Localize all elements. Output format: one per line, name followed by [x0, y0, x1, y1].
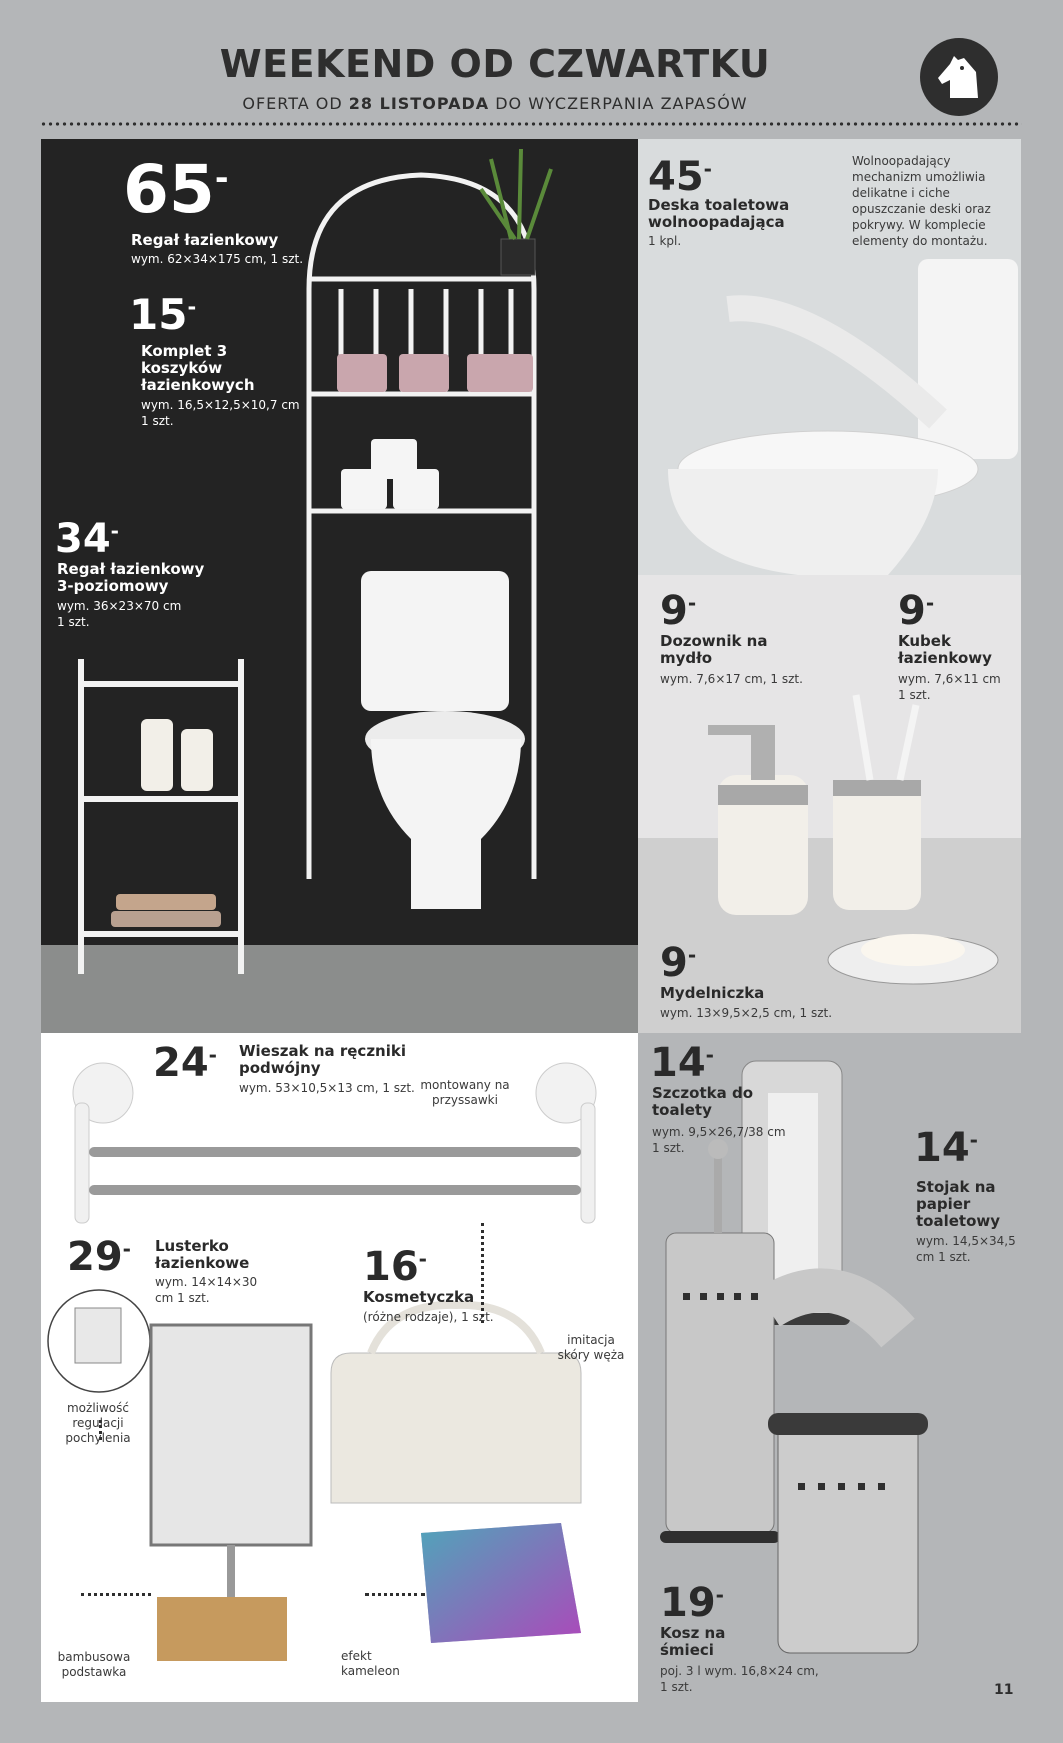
regal3-dims: wym. 36×23×70 cm 1 szt. — [57, 599, 182, 629]
kosmetyczka-name: Kosmetyczka — [363, 1288, 475, 1306]
toilet-seat-panel — [638, 139, 1021, 575]
wieszak-dims: wym. 53×10,5×13 cm, 1 szt. — [239, 1081, 415, 1095]
stojak-name: Stojak na papier toaletowy — [916, 1178, 1001, 1230]
kosz-price: 19- — [660, 1580, 724, 1626]
kosmetyczka-note-kameleon: efekt kameleon — [341, 1649, 400, 1678]
regal3-price: 34- — [55, 516, 119, 562]
kosz-name: Kosz na śmieci — [660, 1624, 726, 1659]
szczotka-name: Szczotka do toalety — [652, 1084, 753, 1119]
subtitle-date: 28 LISTOPADA — [348, 94, 490, 113]
page-number: 11 — [994, 1682, 1014, 1698]
koszyki-name: Komplet 3 koszyków łazienkowych — [141, 342, 255, 394]
soap-accessories-panel — [638, 575, 1021, 1033]
steel-accessories-panel — [638, 1033, 1021, 1702]
mydelniczka-name: Mydelniczka — [660, 984, 765, 1002]
regal-dims: wym. 62×34×175 cm, 1 szt. — [131, 252, 304, 266]
wieszak-price: 24- — [153, 1040, 217, 1086]
shelf-panel — [41, 139, 638, 1033]
offer-subtitle — [0, 94, 990, 113]
subtitle-suffix: DO WYCZERPANIA ZAPASÓW — [489, 94, 748, 113]
regal3-name: Regał łazienkowy 3-poziomowy — [57, 560, 205, 595]
wieszak-name: Wieszak na ręczniki podwójny — [239, 1042, 406, 1077]
annotation-line-kameleon — [365, 1593, 425, 1596]
regal-name: Regał łazienkowy — [131, 231, 279, 249]
lusterko-note-bamboo: bambusowa podstawka — [57, 1650, 131, 1679]
regal-price: 65- — [123, 151, 229, 228]
deska-description: Wolnoopadający mechanizm umożliwia delikatne i ciche opuszczanie deski oraz pokrywy. W komplecie elementy do montażu. — [852, 154, 991, 248]
szczotka-price: 14- — [650, 1040, 714, 1086]
lusterko-note-tilt: możliwość regulacji pochylenia — [65, 1401, 131, 1445]
stojak-dims: wym. 14,5×34,5 cm 1 szt. — [916, 1234, 1016, 1264]
lusterko-price: 29- — [67, 1234, 131, 1280]
dozownik-price: 9- — [660, 588, 697, 634]
page-title: WEEKEND OD CZWARTKU — [219, 42, 771, 86]
koszyki-price: 15- — [129, 290, 197, 339]
kubek-price: 9- — [898, 588, 935, 634]
dozownik-name: Dozownik na mydło — [660, 632, 768, 667]
annotation-line-snake — [481, 1223, 484, 1323]
dotted-divider — [40, 122, 1022, 126]
kosmetyczka-note-snake: imitacja skóry węża — [557, 1333, 625, 1362]
kosz-dims: poj. 3 l wym. 16,8×24 cm, 1 szt. — [660, 1664, 819, 1694]
lusterko-dims: wym. 14×14×30 cm 1 szt. — [155, 1275, 258, 1305]
kubek-dims: wym. 7,6×11 cm 1 szt. — [898, 672, 1001, 702]
towel-mirror-cosmetic-panel — [41, 1033, 638, 1702]
deska-price: 45- — [648, 154, 712, 200]
deska-dims: 1 kpl. — [648, 234, 682, 248]
stojak-price: 14- — [914, 1125, 978, 1171]
mydelniczka-price: 9- — [660, 940, 697, 986]
mydelniczka-dims: wym. 13×9,5×2,5 cm, 1 szt. — [660, 1006, 833, 1020]
kubek-name: Kubek łazienkowy — [898, 632, 992, 667]
lusterko-name: Lusterko łazienkowe — [155, 1237, 250, 1272]
koszyki-dims: wym. 16,5×12,5×10,7 cm 1 szt. — [141, 398, 300, 428]
deska-name: Deska toaletowa wolnoopadająca — [648, 196, 790, 231]
kosmetyczka-price: 16- — [363, 1244, 427, 1290]
horse-head-logo-icon — [920, 38, 998, 116]
towel-rack-mirror-bags-illustration — [41, 1033, 638, 1702]
szczotka-dims: wym. 9,5×26,7/38 cm 1 szt. — [652, 1125, 786, 1155]
wieszak-note: montowany na przyssawki — [420, 1078, 510, 1107]
subtitle-prefix: OFERTA OD — [242, 94, 349, 113]
annotation-line-bamboo — [81, 1593, 151, 1596]
kosmetyczka-dims: (różne rodzaje), 1 szt. — [363, 1310, 494, 1324]
dozownik-dims: wym. 7,6×17 cm, 1 szt. — [660, 672, 803, 686]
